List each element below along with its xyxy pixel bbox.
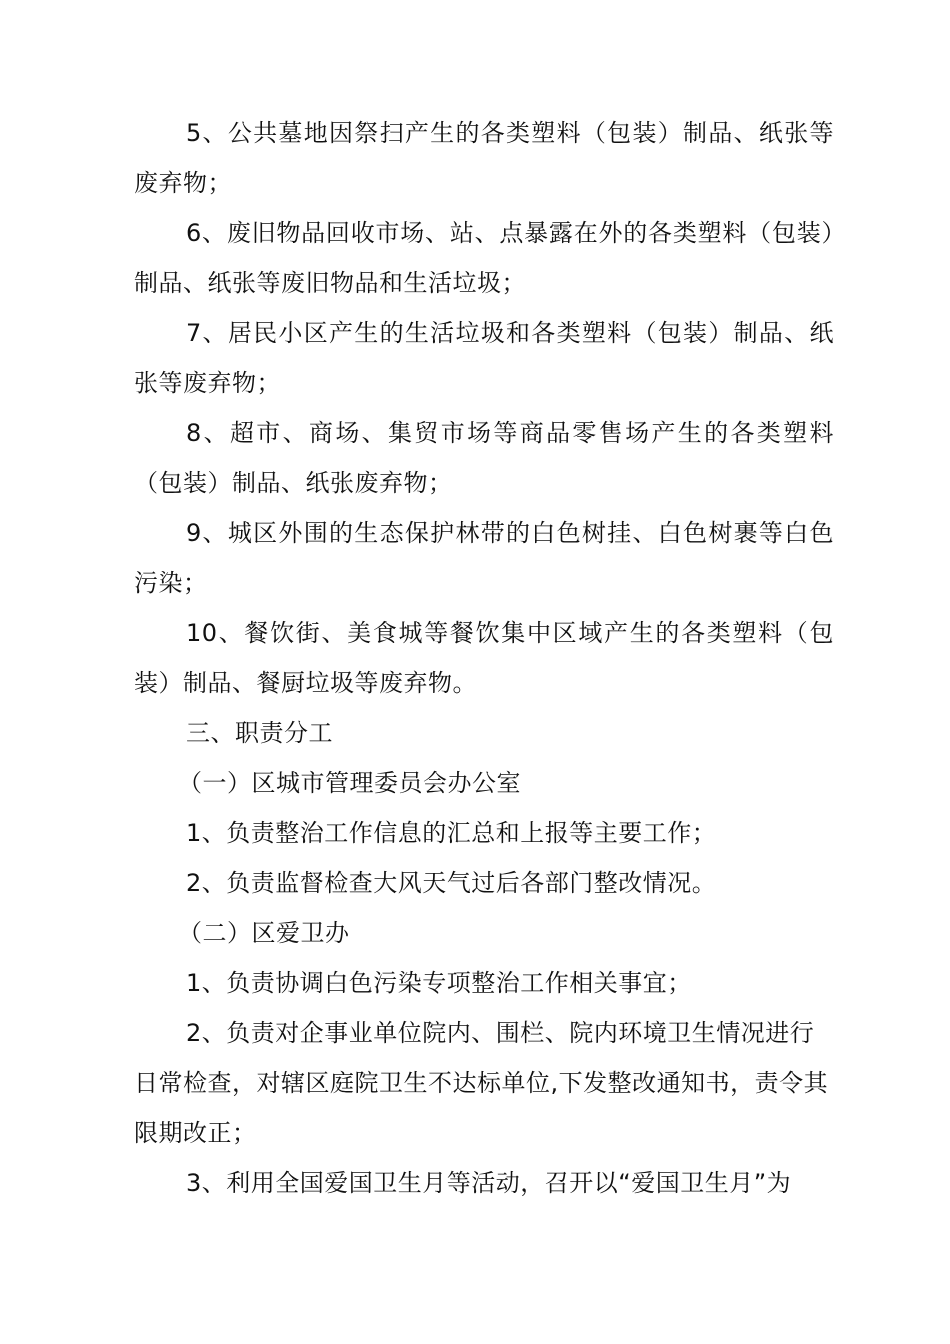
item-10-paragraph: 10、餐饮街、美食城等餐饮集中区域产生的各类塑料（包装）制品、餐厨垃圾等废弃物。 [134, 619, 834, 697]
duty-2-3-paragraph: 3、利用全国爱国卫生月等活动，召开以“爱国卫生月”为 [186, 1169, 792, 1197]
item-5-paragraph: 5、公共墓地因祭扫产生的各类塑料（包装）制品、纸张等废弃物； [134, 119, 834, 197]
item-7-paragraph: 7、居民小区产生的生活垃圾和各类塑料（包装）制品、纸张等废弃物； [134, 319, 834, 397]
subsection-heading-2: （二）区爱卫办 [178, 919, 350, 947]
item-8-paragraph: 8、超市、商场、集贸市场等商品零售场产生的各类塑料（包装）制品、纸张废弃物； [134, 419, 834, 497]
duty-2-2-paragraph: 2、负责对企事业单位院内、围栏、院内环境卫生情况进行日常检查，对辖区庭院卫生不达标单位,下发整改通知书，责令其限期改正； [134, 1019, 829, 1147]
duty-1-2-paragraph: 2、负责监督检查大风天气过后各部门整改情况。 [186, 869, 717, 897]
item-6-paragraph: 6、废旧物品回收市场、站、点暴露在外的各类塑料（包装）制品、纸张等废旧物品和生活垃圾； [134, 219, 834, 297]
section-heading: 三、职责分工 [186, 719, 333, 747]
document-body [134, 108, 834, 1208]
subsection-heading-1: （一）区城市管理委员会办公室 [178, 769, 521, 797]
item-9-paragraph: 9、城区外围的生态保护林带的白色树挂、白色树裹等白色污染； [134, 519, 834, 597]
duty-2-1-paragraph: 1、负责协调白色污染专项整治工作相关事宜； [186, 969, 692, 997]
duty-1-1-paragraph: 1、负责整治工作信息的汇总和上报等主要工作； [186, 819, 717, 847]
